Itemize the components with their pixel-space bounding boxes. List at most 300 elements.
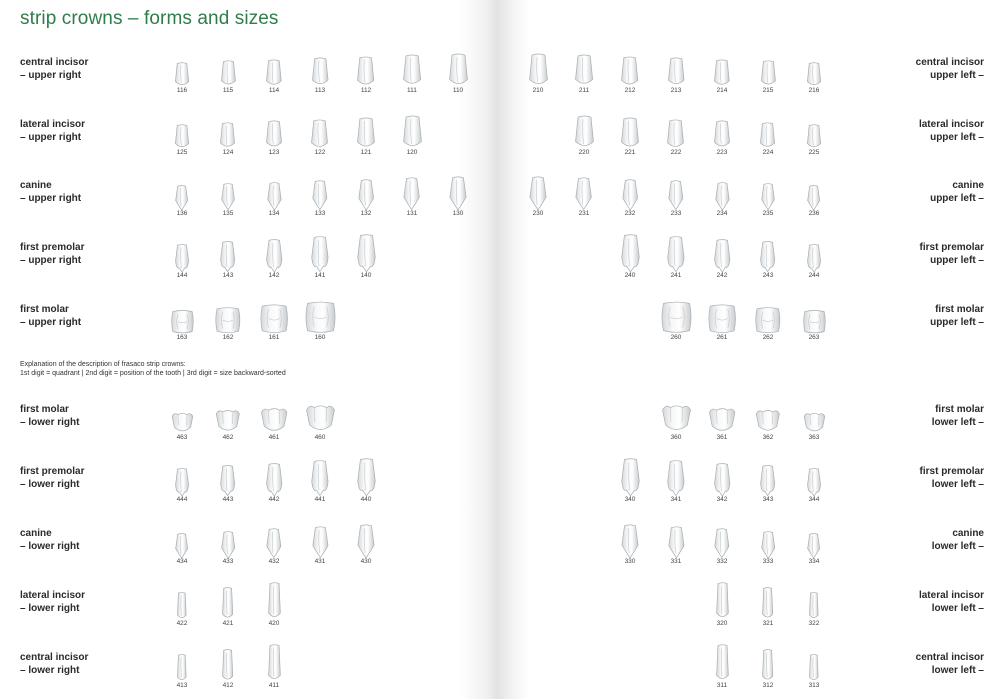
crown-icon bbox=[267, 182, 282, 210]
crown-code: 111 bbox=[407, 87, 417, 94]
row-label-line: canine bbox=[952, 528, 984, 539]
crown-code: 320 bbox=[716, 620, 728, 627]
row-label-right bbox=[920, 241, 984, 267]
row-label-line: upper left – bbox=[930, 317, 984, 328]
crown-icon bbox=[714, 528, 730, 558]
crown-code: 263 bbox=[808, 334, 820, 341]
crown-item bbox=[166, 296, 198, 342]
crown-icon bbox=[661, 404, 692, 434]
crown-code: 444 bbox=[176, 496, 188, 503]
crown-icon bbox=[807, 62, 821, 87]
row-label-line: lower left – bbox=[931, 479, 984, 490]
crown-code: 123 bbox=[268, 149, 280, 156]
row-label-line: central incisor bbox=[20, 57, 89, 68]
row-label-line: lower left – bbox=[931, 603, 984, 614]
row-label-line: first molar bbox=[935, 404, 984, 415]
crown-code: 124 bbox=[222, 149, 234, 156]
crown-item bbox=[304, 520, 336, 566]
crown-code: 223 bbox=[716, 149, 728, 156]
crown-icon bbox=[266, 528, 282, 558]
crown-code: 443 bbox=[222, 496, 234, 503]
crown-code: 240 bbox=[624, 272, 636, 279]
crown-item bbox=[258, 582, 290, 628]
crown-icon bbox=[215, 409, 241, 434]
row-label-left bbox=[20, 56, 88, 82]
crown-code: 161 bbox=[268, 334, 280, 341]
row-label-line: canine bbox=[20, 180, 52, 191]
crown-code: 221 bbox=[624, 149, 636, 156]
crown-item bbox=[660, 234, 692, 280]
crown-code: 333 bbox=[762, 558, 774, 565]
explanation-line-2: 1st digit = quadrant | 2nd digit = position of the tooth | 3rd digit = size backward-sorted bbox=[20, 370, 286, 377]
row-label-line: lateral incisor bbox=[918, 590, 984, 601]
crown-icon bbox=[222, 649, 233, 682]
crown-icon bbox=[266, 120, 282, 149]
crown-item bbox=[798, 296, 830, 342]
row-label-line: – lower right bbox=[20, 417, 80, 428]
crown-code: 241 bbox=[670, 272, 682, 279]
crown-item bbox=[258, 234, 290, 280]
row-label-right bbox=[916, 651, 984, 677]
crown-icon bbox=[220, 465, 235, 496]
crown-item bbox=[706, 582, 738, 628]
crown-icon bbox=[221, 183, 235, 210]
crown-code: 343 bbox=[762, 496, 774, 503]
crown-item bbox=[752, 234, 784, 280]
crown-icon bbox=[621, 56, 638, 87]
crown-icon bbox=[266, 239, 283, 272]
crown-icon bbox=[621, 524, 639, 558]
crown-icon bbox=[708, 303, 736, 334]
crown-icon bbox=[761, 531, 775, 558]
crown-item bbox=[752, 644, 784, 690]
crown-icon bbox=[621, 117, 639, 149]
crown-item bbox=[166, 234, 198, 280]
crown-item bbox=[212, 49, 244, 95]
crown-code: 214 bbox=[716, 87, 728, 94]
crown-code: 212 bbox=[624, 87, 636, 94]
crown-icon bbox=[177, 654, 187, 682]
crown-item bbox=[752, 520, 784, 566]
crown-item bbox=[350, 49, 382, 95]
crown-code: 135 bbox=[222, 210, 234, 217]
crown-icon bbox=[177, 592, 187, 620]
crown-item bbox=[568, 49, 600, 95]
crown-icon bbox=[403, 177, 420, 210]
crown-item bbox=[166, 458, 198, 504]
crown-code: 341 bbox=[670, 496, 682, 503]
crown-item bbox=[660, 396, 692, 442]
crown-code: 311 bbox=[716, 682, 728, 689]
crown-code: 430 bbox=[360, 558, 372, 565]
crown-code: 361 bbox=[716, 434, 728, 441]
crown-icon bbox=[311, 460, 329, 496]
crown-icon bbox=[266, 59, 282, 87]
crown-icon bbox=[222, 587, 233, 620]
crown-item bbox=[752, 458, 784, 504]
crown-code: 116 bbox=[176, 87, 188, 94]
crown-code: 142 bbox=[268, 272, 280, 279]
crown-icon bbox=[260, 407, 288, 434]
crown-item bbox=[258, 296, 290, 342]
crown-item bbox=[396, 49, 428, 95]
crown-item bbox=[258, 172, 290, 218]
crown-item bbox=[304, 111, 336, 157]
row-label-line: – upper right bbox=[20, 132, 82, 143]
crown-icon bbox=[358, 179, 374, 210]
crown-item bbox=[522, 49, 554, 95]
crown-code: 210 bbox=[532, 87, 544, 94]
crown-code: 125 bbox=[176, 149, 188, 156]
crown-icon bbox=[220, 122, 235, 149]
crown-code: 115 bbox=[222, 87, 234, 94]
crown-icon bbox=[221, 531, 235, 558]
crown-code: 340 bbox=[624, 496, 636, 503]
crown-icon bbox=[803, 309, 826, 334]
crown-icon bbox=[809, 654, 819, 682]
crown-code: 461 bbox=[268, 434, 280, 441]
crown-item bbox=[660, 111, 692, 157]
crown-icon bbox=[305, 300, 336, 334]
row-label-line: – lower right bbox=[20, 665, 80, 676]
crown-code: 242 bbox=[716, 272, 728, 279]
crown-code: 362 bbox=[762, 434, 774, 441]
crown-icon bbox=[668, 526, 685, 558]
row-label-right bbox=[930, 303, 984, 329]
row-label-line: first premolar bbox=[20, 466, 85, 477]
crown-icon bbox=[807, 468, 821, 496]
crown-code: 215 bbox=[762, 87, 774, 94]
crown-code: 122 bbox=[314, 149, 326, 156]
crown-icon bbox=[668, 180, 684, 210]
row-label-line: central incisor bbox=[915, 57, 984, 68]
crown-icon bbox=[714, 463, 731, 496]
crown-code: 313 bbox=[808, 682, 820, 689]
crown-icon bbox=[175, 533, 188, 558]
crown-icon bbox=[175, 185, 188, 210]
crown-icon bbox=[175, 468, 189, 496]
crown-item bbox=[258, 644, 290, 690]
crown-code: 222 bbox=[670, 149, 682, 156]
crown-icon bbox=[357, 458, 376, 496]
crown-item bbox=[350, 111, 382, 157]
crown-code: 234 bbox=[716, 210, 728, 217]
row-label-line: first molar bbox=[935, 304, 984, 315]
crown-code: 434 bbox=[176, 558, 188, 565]
crown-icon bbox=[708, 407, 736, 434]
crown-code: 344 bbox=[808, 496, 820, 503]
crown-code: 230 bbox=[532, 210, 544, 217]
row-label-line: central incisor bbox=[20, 652, 89, 663]
crown-item bbox=[752, 172, 784, 218]
crown-code: 110 bbox=[452, 87, 464, 94]
crown-item bbox=[798, 396, 830, 442]
row-label-right bbox=[930, 179, 984, 205]
page-title: strip crowns – forms and sizes bbox=[20, 8, 279, 29]
crown-icon bbox=[312, 526, 329, 558]
crown-item bbox=[568, 172, 600, 218]
crown-icon bbox=[575, 54, 593, 87]
crown-item bbox=[798, 234, 830, 280]
crown-item bbox=[706, 644, 738, 690]
crown-item bbox=[442, 49, 474, 95]
crown-icon bbox=[667, 236, 685, 272]
crown-code: 162 bbox=[222, 334, 234, 341]
row-label-line: – lower right bbox=[20, 479, 80, 490]
crown-icon bbox=[357, 117, 375, 149]
crown-item bbox=[396, 172, 428, 218]
crown-item bbox=[706, 396, 738, 442]
crown-item bbox=[304, 396, 336, 442]
crown-icon bbox=[312, 57, 329, 87]
crown-item bbox=[212, 396, 244, 442]
row-label-line: – upper right bbox=[20, 255, 82, 266]
crown-code: 112 bbox=[360, 87, 372, 94]
crown-item bbox=[706, 234, 738, 280]
crown-code: 432 bbox=[268, 558, 280, 565]
crown-icon bbox=[760, 122, 775, 149]
crown-code: 120 bbox=[406, 149, 418, 156]
crown-icon bbox=[714, 59, 730, 87]
crown-icon bbox=[621, 458, 640, 496]
row-label-left bbox=[20, 303, 81, 329]
crown-item bbox=[706, 172, 738, 218]
row-label-line: central incisor bbox=[915, 652, 984, 663]
crown-icon bbox=[529, 53, 548, 87]
crown-code: 131 bbox=[406, 210, 418, 217]
crown-item bbox=[660, 520, 692, 566]
crown-item bbox=[304, 234, 336, 280]
row-label-right bbox=[920, 465, 984, 491]
crown-item bbox=[706, 458, 738, 504]
crown-code: 140 bbox=[360, 272, 372, 279]
crown-code: 360 bbox=[670, 434, 682, 441]
crown-code: 411 bbox=[268, 682, 280, 689]
row-label-line: upper left – bbox=[930, 193, 984, 204]
crown-code: 363 bbox=[808, 434, 820, 441]
crown-item bbox=[660, 172, 692, 218]
crown-code: 422 bbox=[176, 620, 188, 627]
crown-item bbox=[752, 396, 784, 442]
crown-icon bbox=[714, 120, 730, 149]
crown-item bbox=[166, 172, 198, 218]
crown-icon bbox=[357, 234, 376, 272]
crown-code: 261 bbox=[716, 334, 728, 341]
crown-item bbox=[752, 296, 784, 342]
crown-item bbox=[350, 172, 382, 218]
crown-code: 463 bbox=[176, 434, 188, 441]
crown-item bbox=[350, 520, 382, 566]
crown-icon bbox=[403, 54, 421, 87]
crown-code: 236 bbox=[808, 210, 820, 217]
crown-code: 342 bbox=[716, 496, 728, 503]
crown-code: 460 bbox=[314, 434, 326, 441]
crown-item bbox=[752, 49, 784, 95]
crown-icon bbox=[807, 124, 821, 149]
crown-item bbox=[212, 234, 244, 280]
row-label-line: first premolar bbox=[919, 466, 984, 477]
explanation-note bbox=[20, 360, 286, 378]
explanation-line-1: Explanation of the description of frasaco strip crowns: bbox=[20, 361, 186, 368]
crown-code: 133 bbox=[314, 210, 326, 217]
crown-item bbox=[568, 111, 600, 157]
row-label-line: canine bbox=[952, 180, 984, 191]
crown-icon bbox=[215, 306, 241, 334]
crown-item bbox=[212, 111, 244, 157]
crown-code: 413 bbox=[176, 682, 188, 689]
crown-code: 224 bbox=[762, 149, 774, 156]
row-label-line: lateral incisor bbox=[918, 119, 984, 130]
crown-code: 235 bbox=[762, 210, 774, 217]
crown-code: 421 bbox=[222, 620, 234, 627]
crown-code: 114 bbox=[268, 87, 280, 94]
crown-icon bbox=[762, 587, 773, 620]
crown-item bbox=[798, 644, 830, 690]
crown-code: 113 bbox=[314, 87, 326, 94]
crown-item bbox=[350, 458, 382, 504]
row-label-right bbox=[919, 589, 984, 615]
crown-item bbox=[258, 458, 290, 504]
crown-icon bbox=[268, 582, 281, 620]
crown-item bbox=[798, 111, 830, 157]
crown-icon bbox=[311, 236, 329, 272]
crown-item bbox=[166, 49, 198, 95]
crown-code: 130 bbox=[452, 210, 464, 217]
crown-code: 462 bbox=[222, 434, 234, 441]
row-label-left bbox=[20, 118, 85, 144]
crown-icon bbox=[175, 124, 189, 149]
crown-icon bbox=[809, 592, 819, 620]
crown-icon bbox=[807, 185, 820, 210]
crown-icon bbox=[175, 62, 189, 87]
crown-icon bbox=[357, 56, 374, 87]
row-label-line: upper left – bbox=[930, 255, 984, 266]
row-label-left bbox=[20, 465, 84, 491]
crown-item bbox=[614, 458, 646, 504]
crown-icon bbox=[667, 119, 684, 149]
crown-code: 121 bbox=[360, 149, 372, 156]
crown-icon bbox=[803, 412, 826, 434]
row-label-right bbox=[916, 56, 984, 82]
crown-code: 213 bbox=[670, 87, 682, 94]
crown-item bbox=[304, 172, 336, 218]
crown-icon bbox=[807, 244, 821, 272]
crown-icon bbox=[268, 644, 281, 682]
row-label-line: upper left – bbox=[930, 70, 984, 81]
row-label-left bbox=[20, 241, 84, 267]
crown-code: 244 bbox=[808, 272, 820, 279]
crown-icon bbox=[760, 465, 775, 496]
crown-code: 334 bbox=[808, 558, 820, 565]
crown-code: 262 bbox=[762, 334, 774, 341]
crown-item bbox=[706, 49, 738, 95]
crown-item bbox=[212, 172, 244, 218]
crown-icon bbox=[221, 60, 236, 87]
crown-icon bbox=[403, 115, 422, 149]
crown-icon bbox=[305, 404, 336, 434]
crown-item bbox=[706, 520, 738, 566]
row-label-line: – lower right bbox=[20, 603, 80, 614]
crown-icon bbox=[357, 524, 375, 558]
crown-code: 143 bbox=[222, 272, 234, 279]
crown-icon bbox=[171, 309, 194, 334]
crown-icon bbox=[171, 412, 194, 434]
crown-item bbox=[614, 49, 646, 95]
crown-icon bbox=[312, 180, 328, 210]
crown-item bbox=[614, 234, 646, 280]
crown-item bbox=[660, 296, 692, 342]
crown-code: 141 bbox=[314, 272, 326, 279]
crown-item bbox=[706, 111, 738, 157]
crown-icon bbox=[807, 533, 820, 558]
row-label-line: – upper right bbox=[20, 317, 82, 328]
crown-item bbox=[660, 458, 692, 504]
crown-code: 232 bbox=[624, 210, 636, 217]
crown-item bbox=[396, 111, 428, 157]
crown-code: 420 bbox=[268, 620, 280, 627]
crown-item bbox=[798, 458, 830, 504]
crown-item bbox=[798, 520, 830, 566]
row-label-line: first molar bbox=[20, 404, 69, 415]
row-label-left bbox=[20, 651, 88, 677]
crown-item bbox=[212, 644, 244, 690]
row-label-right bbox=[932, 527, 984, 553]
row-label-right bbox=[932, 403, 984, 429]
row-label-line: upper left – bbox=[930, 132, 984, 143]
crown-code: 260 bbox=[670, 334, 682, 341]
crown-item bbox=[706, 296, 738, 342]
crown-code: 441 bbox=[314, 496, 326, 503]
crown-icon bbox=[668, 57, 685, 87]
crown-code: 312 bbox=[762, 682, 774, 689]
crown-item bbox=[212, 296, 244, 342]
crown-icon bbox=[714, 239, 731, 272]
crown-code: 330 bbox=[624, 558, 636, 565]
crown-item bbox=[166, 111, 198, 157]
row-label-line: first premolar bbox=[919, 242, 984, 253]
crown-item bbox=[304, 296, 336, 342]
crown-item bbox=[660, 49, 692, 95]
row-label-left bbox=[20, 527, 79, 553]
row-label-left bbox=[20, 589, 85, 615]
crown-code: 160 bbox=[314, 334, 326, 341]
crown-icon bbox=[622, 179, 638, 210]
row-label-line: – upper right bbox=[20, 193, 82, 204]
row-label-line: lateral incisor bbox=[20, 590, 86, 601]
crown-item bbox=[522, 172, 554, 218]
crown-icon bbox=[260, 303, 288, 334]
crown-icon bbox=[220, 241, 235, 272]
crown-icon bbox=[716, 644, 729, 682]
crown-item bbox=[614, 111, 646, 157]
crown-icon bbox=[761, 183, 775, 210]
crown-item bbox=[304, 49, 336, 95]
crown-code: 331 bbox=[670, 558, 682, 565]
crown-item bbox=[166, 396, 198, 442]
crown-code: 231 bbox=[578, 210, 590, 217]
crown-item bbox=[752, 582, 784, 628]
crown-icon bbox=[449, 176, 467, 210]
crown-code: 440 bbox=[360, 496, 372, 503]
crown-icon bbox=[175, 244, 189, 272]
crown-code: 134 bbox=[268, 210, 280, 217]
crown-icon bbox=[266, 463, 283, 496]
crown-code: 412 bbox=[222, 682, 234, 689]
crown-item bbox=[752, 111, 784, 157]
row-label-left bbox=[20, 403, 79, 429]
row-label-line: – upper right bbox=[20, 70, 82, 81]
crown-icon bbox=[762, 649, 773, 682]
